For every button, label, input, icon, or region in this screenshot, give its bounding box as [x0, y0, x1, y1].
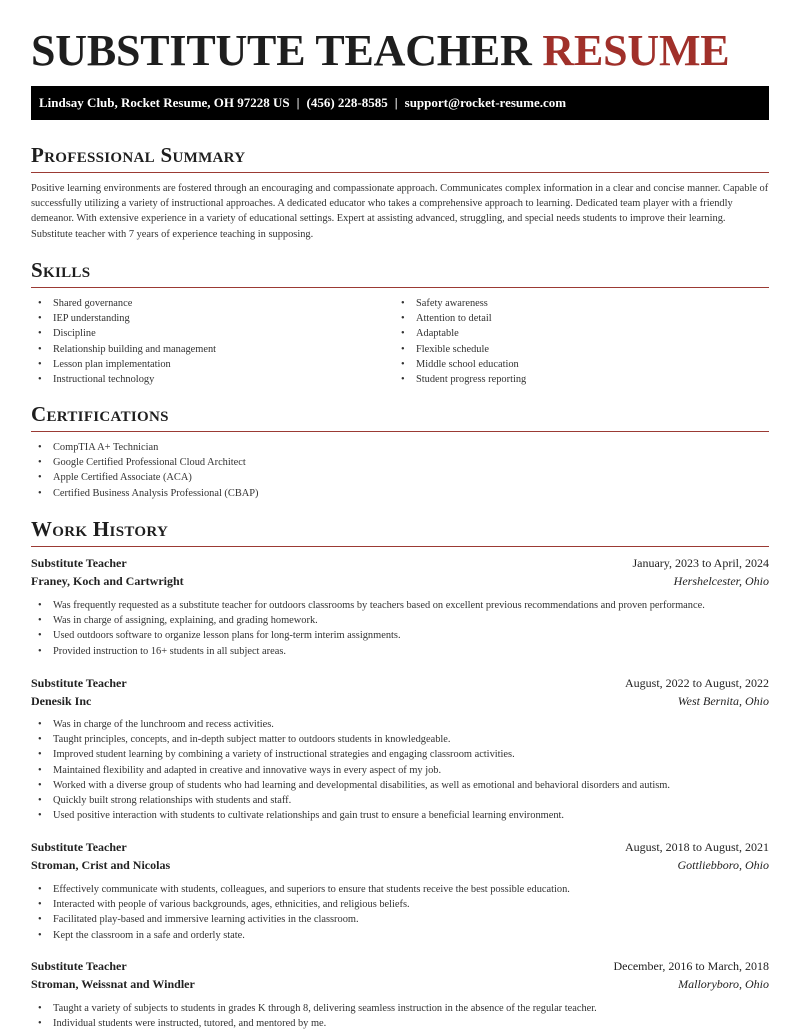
contact-phone[interactable]: (456) 228-8585	[306, 95, 388, 110]
job-bullet: • Kept the classroom in a safe and orderly state.	[31, 928, 570, 943]
skill-item: • Discipline	[31, 326, 216, 341]
job-company: Franey, Koch and Cartwright	[31, 574, 184, 588]
job-company: Denesik Inc	[31, 694, 92, 708]
job-company: Stroman, Weissnat and Windler	[31, 977, 195, 991]
job-bullet: • Taught principles, concepts, and in-depth subject matter to outdoors students in knowledgeable.	[31, 732, 670, 747]
certification-item: • Google Certified Professional Cloud Architect	[31, 455, 259, 470]
skill-item: • Adaptable	[394, 326, 526, 341]
job-bullet: • Facilitated play-based and immersive learning activities in the classroom.	[31, 912, 570, 927]
job-dates: December, 2016 to March, 2018	[613, 959, 769, 973]
job-bullet: • Used positive interaction with students to cultivate relationships and gain trust to ensure a beneficial learning environment.	[31, 808, 670, 823]
job-bullets	[31, 598, 705, 659]
contact-email[interactable]: support@rocket-resume.com	[404, 95, 567, 110]
skill-item: • Relationship building and management	[31, 342, 216, 357]
certification-item: • Apple Certified Associate (ACA)	[31, 470, 259, 485]
title-accent: RESUME	[542, 26, 730, 75]
job-title: Substitute Teacher	[31, 959, 127, 973]
summary-text: Positive learning environments are fostered through an encouraging and compassionate approach. Communicates complex information in a clear and concise manner. Capable of successfully utilizing a variety of instructional approaches. A dedicated educator who takes a comprehensive approach to learning. Dedicated team player with a friendly demeanor. With extensive experience in a variety of educational settings. Expert at assisting advanced, struggling, and special needs students to improve their learning. Substitute teacher with 7 years of experience teaching in supposing.	[31, 183, 769, 240]
skill-item: • Middle school education	[394, 357, 526, 372]
job-location: Gottliebboro, Ohio	[677, 858, 769, 872]
skill-item: • IEP understanding	[31, 311, 216, 326]
job-location: West Bernita, Ohio	[677, 694, 769, 708]
job-bullet: • Used outdoors software to organize lesson plans for long-term interim assignments.	[31, 628, 705, 643]
job-bullets	[31, 882, 570, 943]
certification-item: • Certified Business Analysis Professional (CBAP)	[31, 486, 259, 501]
skill-item: • Safety awareness	[394, 296, 526, 311]
job-bullet: • Was in charge of the lunchroom and recess activities.	[31, 717, 670, 732]
contact-address: Lindsay Club, Rocket Resume, OH 97228 US	[39, 95, 290, 110]
job-bullets	[31, 717, 670, 823]
contact-separator: |	[296, 95, 300, 110]
job-bullet: • Interacted with people of various backgrounds, ages, ethnicities, and religious beliefs.	[31, 897, 570, 912]
skill-item: • Student progress reporting	[394, 372, 526, 387]
skill-item: • Lesson plan implementation	[31, 357, 216, 372]
job-bullet: • Was in charge of assigning, explaining, and grading homework.	[31, 613, 705, 628]
work-history-heading: Work History	[31, 516, 769, 547]
job-bullet: • Effectively communicate with students, colleagues, and superiors to ensure that students receive the best possible education.	[31, 882, 570, 897]
job-bullet: • Taught a variety of subjects to students in grades K through 8, delivering seamless instruction in the absence of the regular teacher.	[31, 1001, 597, 1016]
job-bullet: • Worked with a diverse group of students who had learning and developmental disabilities, as well as emotional and behavioral disorders and autism.	[31, 778, 670, 793]
job-title: Substitute Teacher	[31, 556, 127, 570]
job-bullet: • Quickly built strong relationships with students and staff.	[31, 793, 670, 808]
certifications-list	[31, 440, 259, 501]
job-bullet: • Was frequently requested as a substitute teacher for outdoors classrooms by teachers based on excellent previous recommendations and proven performance.	[31, 598, 705, 613]
job-location: Hershelcester, Ohio	[673, 574, 769, 588]
contact-bar	[31, 86, 769, 120]
job-bullet: • Improved student learning by combining a variety of instructional strategies and engaging classroom activities.	[31, 747, 670, 762]
resume-title	[31, 26, 729, 76]
job-bullet: • Maintained flexibility and adapted in creative and innovative ways in every aspect of my job.	[31, 763, 670, 778]
certifications-heading: Certifications	[31, 401, 769, 432]
skill-item: • Shared governance	[31, 296, 216, 311]
job-dates: August, 2022 to August, 2022	[624, 676, 769, 690]
skill-item: • Flexible schedule	[394, 342, 526, 357]
skill-item: • Instructional technology	[31, 372, 216, 387]
job-dates: August, 2018 to August, 2021	[624, 840, 769, 854]
certification-item: • CompTIA A+ Technician	[31, 440, 259, 455]
job-title: Substitute Teacher	[31, 676, 127, 690]
skill-item: • Attention to detail	[394, 311, 526, 326]
job-bullet: • Provided instruction to 16+ students in all subject areas.	[31, 644, 705, 659]
skills-list-left	[31, 296, 216, 387]
job-company: Stroman, Crist and Nicolas	[31, 858, 171, 872]
contact-separator: |	[394, 95, 398, 110]
job-bullet: • Individual students were instructed, tutored, and mentored by me.	[31, 1016, 597, 1031]
skills-list-right	[394, 296, 526, 387]
job-location: Malloryboro, Ohio	[678, 977, 769, 991]
job-bullets	[31, 1001, 597, 1031]
title-main: SUBSTITUTE TEACHER	[31, 26, 532, 75]
skills-heading: Skills	[31, 257, 769, 288]
job-dates: January, 2023 to April, 2024	[632, 556, 769, 570]
summary-heading: Professional Summary	[31, 142, 769, 173]
job-title: Substitute Teacher	[31, 840, 127, 854]
